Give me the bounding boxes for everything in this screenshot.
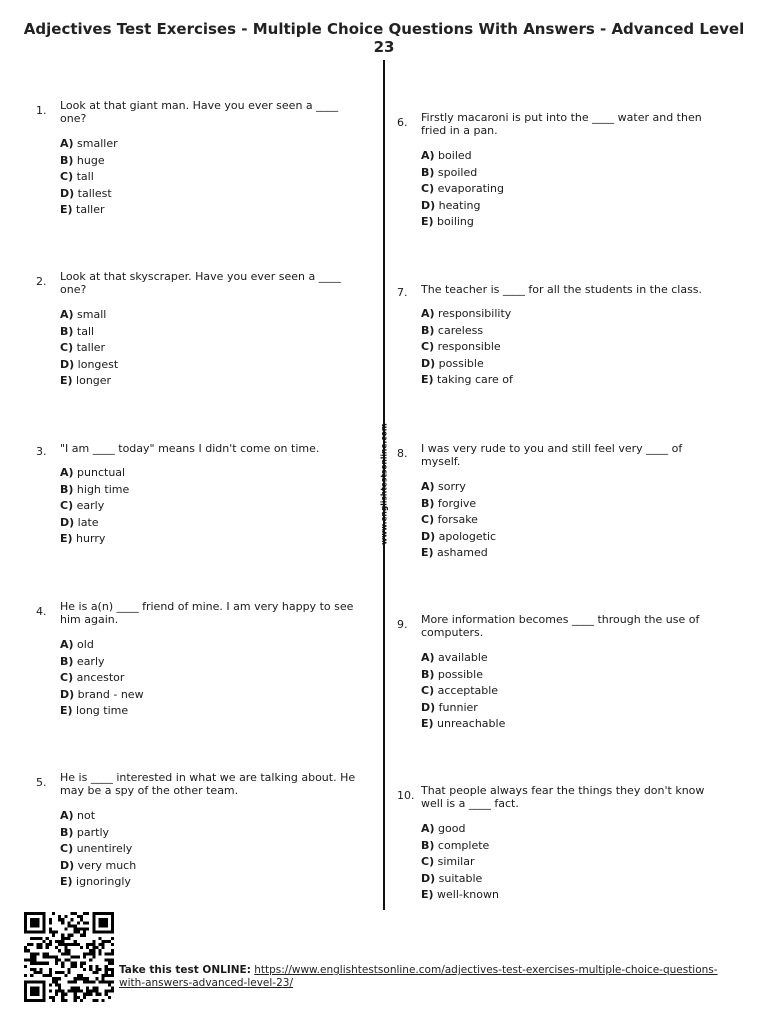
option[interactable]: D) longest [60, 357, 119, 371]
option[interactable]: A) responsibility [421, 307, 512, 320]
options-list [421, 306, 513, 389]
option[interactable]: C) evaporating [421, 182, 504, 195]
option[interactable]: B) huge [60, 153, 105, 167]
question-number: 4. [36, 605, 47, 618]
option[interactable]: B) spoiled [421, 165, 478, 179]
question-text: He is a(n) ____ friend of mine. I am very happy to see him again. [60, 600, 354, 626]
option[interactable]: C) tall [60, 170, 94, 183]
option[interactable]: A) sorry [421, 480, 466, 493]
question-text: The teacher is ____ for all the students in the class. [421, 283, 703, 296]
option[interactable]: C) responsible [421, 340, 501, 353]
option[interactable]: E) well-known [421, 888, 499, 901]
option[interactable]: C) early [60, 499, 105, 512]
option[interactable]: B) early [60, 654, 105, 668]
option[interactable]: E) taller [60, 203, 105, 216]
options-list [60, 808, 136, 891]
question-number: 10. [397, 789, 415, 802]
question-number: 6. [397, 116, 408, 129]
test-url-link[interactable]: https://www.englishtestsonline.com/adjectives-test-exercises-multiple-choice-questions-with-answers-advanced-level-23/ [119, 964, 718, 989]
question-text: That people always fear the things they don't know well is a ____ fact. [421, 784, 705, 810]
options-list [421, 821, 499, 904]
option[interactable]: D) late [60, 515, 99, 529]
question-text: Look at that giant man. Have you ever seen a ____ one? [60, 99, 339, 125]
option[interactable]: C) forsake [421, 513, 478, 526]
question-text: Look at that skyscraper. Have you ever seen a ____ one? [60, 270, 341, 296]
option[interactable]: A) small [60, 308, 107, 321]
options-list [60, 307, 118, 390]
question-text: Firstly macaroni is put into the ____ water and then fried in a pan. [421, 111, 702, 137]
option[interactable]: B) high time [60, 482, 130, 496]
option[interactable]: E) long time [60, 704, 129, 717]
option[interactable]: B) possible [421, 667, 483, 681]
option[interactable]: E) ashamed [421, 546, 488, 559]
option[interactable]: C) taller [60, 341, 106, 354]
option[interactable]: C) ancestor [60, 671, 125, 684]
question-text: More information becomes ____ through the use of computers. [421, 613, 700, 639]
option[interactable]: D) brand - new [60, 687, 144, 701]
options-list [421, 148, 504, 231]
option[interactable]: B) complete [421, 838, 490, 852]
footer-link[interactable]: Take this test ONLINE: https://www.englishtestsonline.com/adjectives-test-exercises-multiple-choice-questions-with-answers-advanced-level-23/ [119, 964, 718, 989]
option[interactable]: A) good [421, 822, 466, 835]
question-number: 7. [397, 286, 408, 299]
option[interactable]: B) careless [421, 323, 484, 337]
option[interactable]: C) similar [421, 855, 475, 868]
options-list [60, 637, 144, 720]
option[interactable]: B) tall [60, 324, 95, 338]
option[interactable]: A) not [60, 809, 96, 822]
option[interactable]: D) possible [421, 356, 484, 370]
vertical-site-label: www.englishtestsonline.com [379, 423, 389, 545]
option[interactable]: E) ignoringly [60, 875, 131, 888]
option[interactable]: E) hurry [60, 532, 106, 545]
question-number: 1. [36, 104, 47, 117]
question-number: 2. [36, 275, 47, 288]
option[interactable]: A) smaller [60, 137, 118, 150]
question-text: He is ____ interested in what we are talking about. He may be a spy of the other team. [60, 771, 356, 797]
option[interactable]: C) unentirely [60, 842, 133, 855]
option[interactable]: A) old [60, 638, 94, 651]
question-number: 5. [36, 776, 47, 789]
question-number: 3. [36, 445, 47, 458]
option[interactable]: A) punctual [60, 466, 126, 479]
option[interactable]: D) very much [60, 858, 137, 872]
option[interactable]: E) taking care of [421, 373, 513, 386]
option[interactable]: B) partly [60, 825, 110, 839]
question-text: I was very rude to you and still feel very ____ of myself. [421, 442, 683, 468]
options-list [60, 465, 129, 548]
question-number: 8. [397, 447, 408, 460]
option[interactable]: A) boiled [421, 149, 472, 162]
options-list [421, 650, 505, 733]
question-text: "I am ____ today" means I didn't come on time. [60, 442, 320, 455]
option[interactable]: D) apologetic [421, 529, 497, 543]
option[interactable]: A) available [421, 651, 488, 664]
option[interactable]: E) unreachable [421, 717, 506, 730]
option[interactable]: E) boiling [421, 215, 474, 228]
options-list [60, 136, 118, 219]
option[interactable]: D) suitable [421, 871, 483, 885]
question-number: 9. [397, 618, 408, 631]
option[interactable]: D) heating [421, 198, 481, 212]
option[interactable]: E) longer [60, 374, 112, 387]
options-list [421, 479, 496, 562]
page-title: Adjectives Test Exercises - Multiple Choice Questions With Answers - Advanced Level 23 [23, 20, 745, 56]
option[interactable]: D) funnier [421, 700, 478, 714]
qr-code-icon[interactable] [24, 912, 114, 1002]
option[interactable]: C) acceptable [421, 684, 499, 697]
option[interactable]: D) tallest [60, 186, 112, 200]
option[interactable]: B) forgive [421, 496, 477, 510]
